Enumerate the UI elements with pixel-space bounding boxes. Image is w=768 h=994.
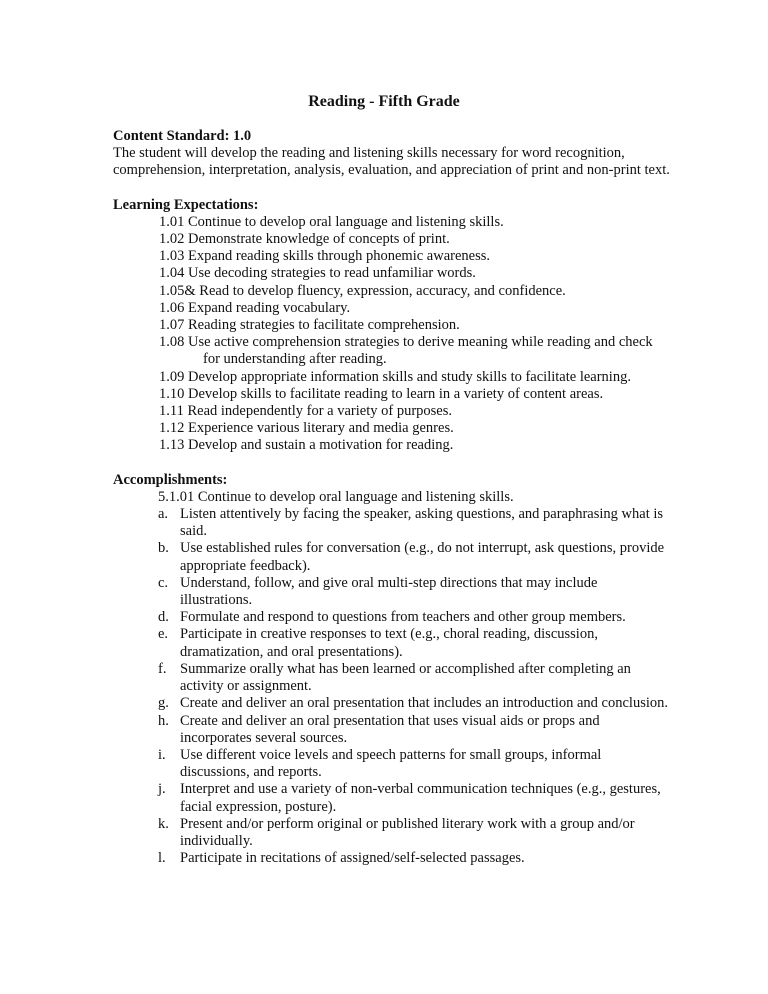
accomplishment-text: Use different voice levels and speech patterns for small groups, informal discussions, and reports. — [180, 746, 602, 781]
accomplishment-item — [113, 506, 673, 540]
accomplishment-letter: j. — [158, 781, 166, 798]
expectation-item: 1.03 Expand reading skills through phonemic awareness. — [159, 248, 491, 265]
accomplishments-subheading: 5.1.01 Continue to develop oral language and listening skills. — [158, 488, 514, 505]
section-spacer — [113, 455, 673, 472]
document-body — [113, 128, 673, 867]
accomplishment-text: Create and deliver an oral presentation that includes an introduction and conclusion. — [180, 695, 669, 712]
accomplishment-letter: d. — [158, 609, 169, 626]
accomplishment-letter: e. — [158, 626, 169, 643]
accomplishment-item — [113, 781, 673, 815]
learning-expectations-section — [113, 197, 673, 455]
page-title: Reading - Fifth Grade — [308, 93, 460, 110]
accomplishment-text: Summarize orally what has been learned or accomplished after completing an activity or assignment. — [180, 660, 631, 695]
section-spacer — [113, 180, 673, 197]
accomplishment-item — [113, 540, 673, 574]
accomplishment-item — [113, 747, 673, 781]
expectation-item: 1.10 Develop skills to facilitate reading to learn in a variety of content areas. — [159, 385, 604, 402]
content-standard-heading: Content Standard: 1.0 — [113, 128, 252, 144]
expectation-item: 1.09 Develop appropriate information skills and study skills to facilitate learning. — [159, 368, 631, 385]
accomplishment-letter: h. — [158, 712, 169, 729]
accomplishment-text: Interpret and use a variety of non-verbal communication techniques (e.g., gestures, facial expression, posture). — [180, 781, 661, 815]
accomplishments-section — [113, 472, 673, 868]
content-standard-text: The student will develop the reading and listening skills necessary for word recognition, comprehension, interpretation, analysis, evaluation, and appreciation of print and non-print text. — [113, 145, 670, 179]
accomplishment-item — [113, 816, 673, 850]
accomplishment-item — [113, 609, 673, 626]
expectation-item: 1.05& Read to develop fluency, expression, accuracy, and confidence. — [159, 282, 566, 299]
content-standard-section — [113, 128, 673, 180]
accomplishment-text: Participate in creative responses to text (e.g., choral reading, discussion, dramatization, and oral presentations). — [180, 626, 598, 660]
accomplishment-text: Use established rules for conversation (e.g., do not interrupt, ask questions, provide appropriate feedback). — [180, 540, 665, 574]
accomplishment-item — [113, 661, 673, 695]
accomplishment-text: Participate in recitations of assigned/self-selected passages. — [180, 850, 525, 867]
accomplishment-text: Listen attentively by facing the speaker, asking questions, and paraphrasing what is said. — [180, 506, 664, 540]
accomplishment-letter: f. — [158, 660, 167, 677]
expectation-item: 1.07 Reading strategies to facilitate comprehension. — [159, 317, 460, 334]
expectation-item: 1.12 Experience various literary and media genres. — [159, 420, 454, 437]
expectation-item: 1.02 Demonstrate knowledge of concepts of print. — [159, 231, 450, 248]
accomplishment-item — [113, 713, 673, 747]
accomplishment-letter: b. — [158, 540, 169, 557]
expectation-item: 1.13 Develop and sustain a motivation for reading. — [159, 437, 454, 454]
accomplishment-letter: c. — [158, 574, 169, 591]
learning-expectations-list — [113, 214, 673, 455]
learning-expectations-heading: Learning Expectations: — [113, 196, 259, 213]
accomplishment-item — [113, 626, 673, 660]
expectation-item: 1.06 Expand reading vocabulary. — [159, 299, 351, 316]
expectation-item: 1.01 Continue to develop oral language and listening skills. — [159, 213, 504, 230]
accomplishment-text: Understand, follow, and give oral multi-step directions that may include illustrations. — [180, 574, 598, 609]
accomplishment-letter: a. — [158, 506, 169, 523]
expectation-item: 1.08 Use active comprehension strategies to derive meaning while reading and check for understanding after reading. — [159, 334, 653, 368]
accomplishment-item — [113, 575, 673, 609]
expectation-item: 1.04 Use decoding strategies to read unfamiliar words. — [159, 265, 476, 282]
accomplishment-text: Present and/or perform original or published literary work with a group and/or individually. — [180, 815, 635, 849]
accomplishment-letter: i. — [158, 746, 166, 763]
accomplishment-text: Create and deliver an oral presentation that uses visual aids or props and incorporates several sources. — [180, 712, 600, 746]
accomplishment-letter: l. — [158, 850, 166, 867]
accomplishments-heading: Accomplishments: — [113, 471, 228, 488]
expectation-item: 1.11 Read independently for a variety of purposes. — [159, 403, 453, 420]
accomplishment-letter: g. — [158, 695, 169, 712]
accomplishment-text: Formulate and respond to questions from teachers and other group members. — [180, 609, 626, 626]
accomplishment-item — [113, 850, 673, 867]
accomplishment-item — [113, 695, 673, 712]
accomplishments-list — [113, 506, 673, 867]
accomplishment-letter: k. — [158, 815, 169, 832]
